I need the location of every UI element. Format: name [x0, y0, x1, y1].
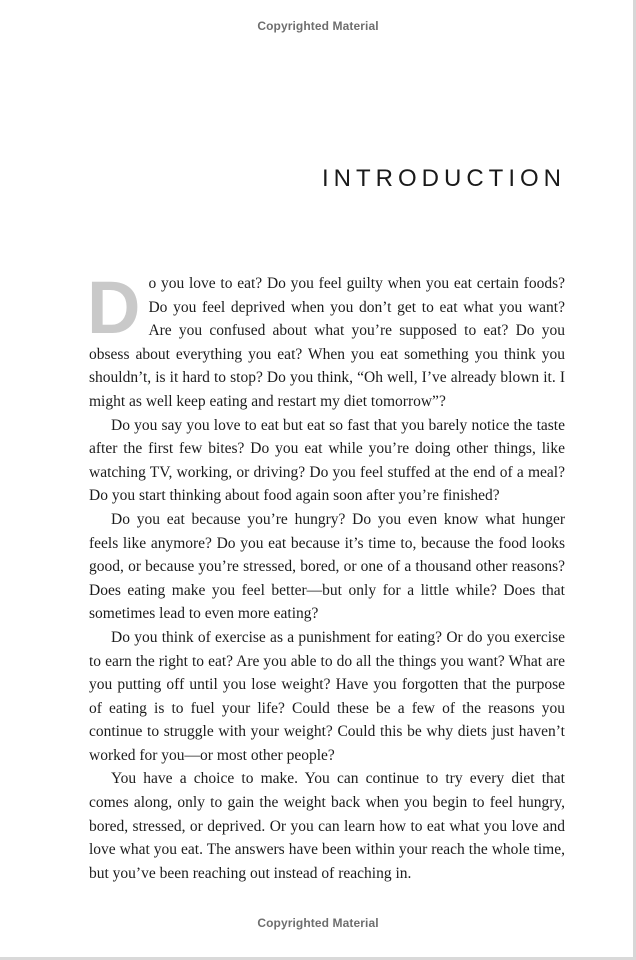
body-text: [87, 266, 565, 885]
chapter-title: INTRODUCTION: [322, 165, 566, 192]
paragraph-4: Do you think of exercise as a punishment for eating? Or do you exercise to earn the right to eat? Are you able to do all the things you want? What are you putting off until you lose weight? Have you forgotten that the purpose of eating is to fuel your life? Could these be a few of the reasons you continue to struggle with your weight? Could this be why diets just haven’t worked for you—or most other people?: [89, 628, 565, 764]
watermark-top: Copyrighted Material: [257, 19, 379, 33]
watermark-bottom: Copyrighted Material: [257, 916, 379, 930]
paragraph-1-text: o you love to eat? Do you feel guilty when you eat certain foods? Do you feel deprived when you don’t get to eat what you want? Are you confused about what you’re supposed to eat? Do you obsess about everything you eat? When you eat something you think you shouldn’t, is it hard to stop? Do you think, “Oh well, I’ve already blown it. I might as well keep eating and restart my diet tomorrow”?: [89, 275, 565, 410]
paragraph-5: You have a choice to make. You can continue to try every diet that comes along, only to gain the weight back when you begin to feel hungry, bored, stressed, or deprived. Or you can learn how to eat what you love and love what you eat. The answers have been within your reach the whole time, but you’ve been reaching out instead of reaching in.: [89, 770, 565, 882]
drop-cap: D: [87, 266, 141, 349]
paragraph-2: Do you say you love to eat but eat so fast that you barely notice the taste after the first few bites? Do you eat while you’re doing other things, like watching TV, working, or driving? Do you feel stuffed at the end of a meal? Do you start thinking about food again soon after you’re finished?: [89, 416, 565, 505]
paragraph-1: [87, 266, 565, 414]
paragraph-3: Do you eat because you’re hungry? Do you even know what hunger feels like anymore? Do you eat because it’s time to, because the food looks good, or because you’re stressed, bored, or one of a thousand other reasons? Does eating make you feel better—but only for a little while? Does that sometimes lead to even more eating?: [89, 510, 565, 623]
